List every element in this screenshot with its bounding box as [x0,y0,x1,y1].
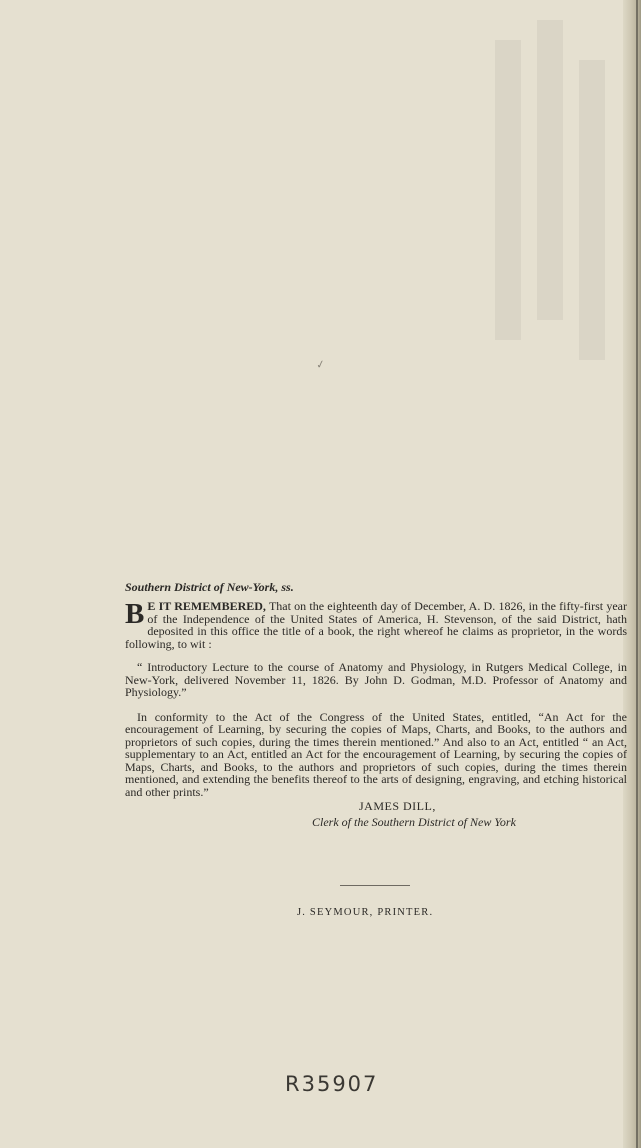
shelfmark-number: R35907 [285,1072,379,1096]
page-edge [623,0,641,1148]
drop-cap: B [125,598,145,630]
bleed-through-shadow [485,0,625,360]
paragraph-1-text: That on the eighteenth day of December, A. D. 1826, in the fifty-first year of the Independence of the United States of America, H. Stevenson, of the said District, hath deposited in this office the title of a book, the right whereof he claims as proprietor, in the words following, to wit : [125,599,627,651]
clerk-name: JAMES DILL, [359,799,436,813]
remembered-caps: E IT REMEMBERED, [147,599,266,613]
pencil-mark: ✓ [314,357,327,372]
printer-imprint: J. SEYMOUR, PRINTER. [297,907,434,918]
clerk-title: Clerk of the Southern District of New York [312,815,516,829]
district-heading: Southern District of New-York, ss. [125,580,294,594]
copyright-notice [125,580,627,830]
book-title-paragraph: “ Introductory Lecture to the course of Anatomy and Physiology, in Rutgers Medical College, in New-York, delivered November 11, 1826. By John D. Godman, M.D. Professor of Anatomy and Physiology.” [125,660,627,699]
divider-rule [340,885,410,886]
paragraph-be-it-remembered [125,600,627,650]
act-paragraph: In conformity to the Act of the Congress of the United States, entitled, “An Act for the encouragement of Learning, by securing the copies of Maps, Charts, and Books, to the authors and proprietors of such copies, during the times therein mentioned.” And also to an Act, entitled “ an Act, supplementary to an Act, entitled an Act for the encouragement of Learning, by securing the copies of Maps, Charts, and Books, to the authors and proprietors of such copies, during the times therein mentioned, and extending the benefits thereof to the arts of designing, engraving, and etching historical and other prints.” [125,709,627,799]
